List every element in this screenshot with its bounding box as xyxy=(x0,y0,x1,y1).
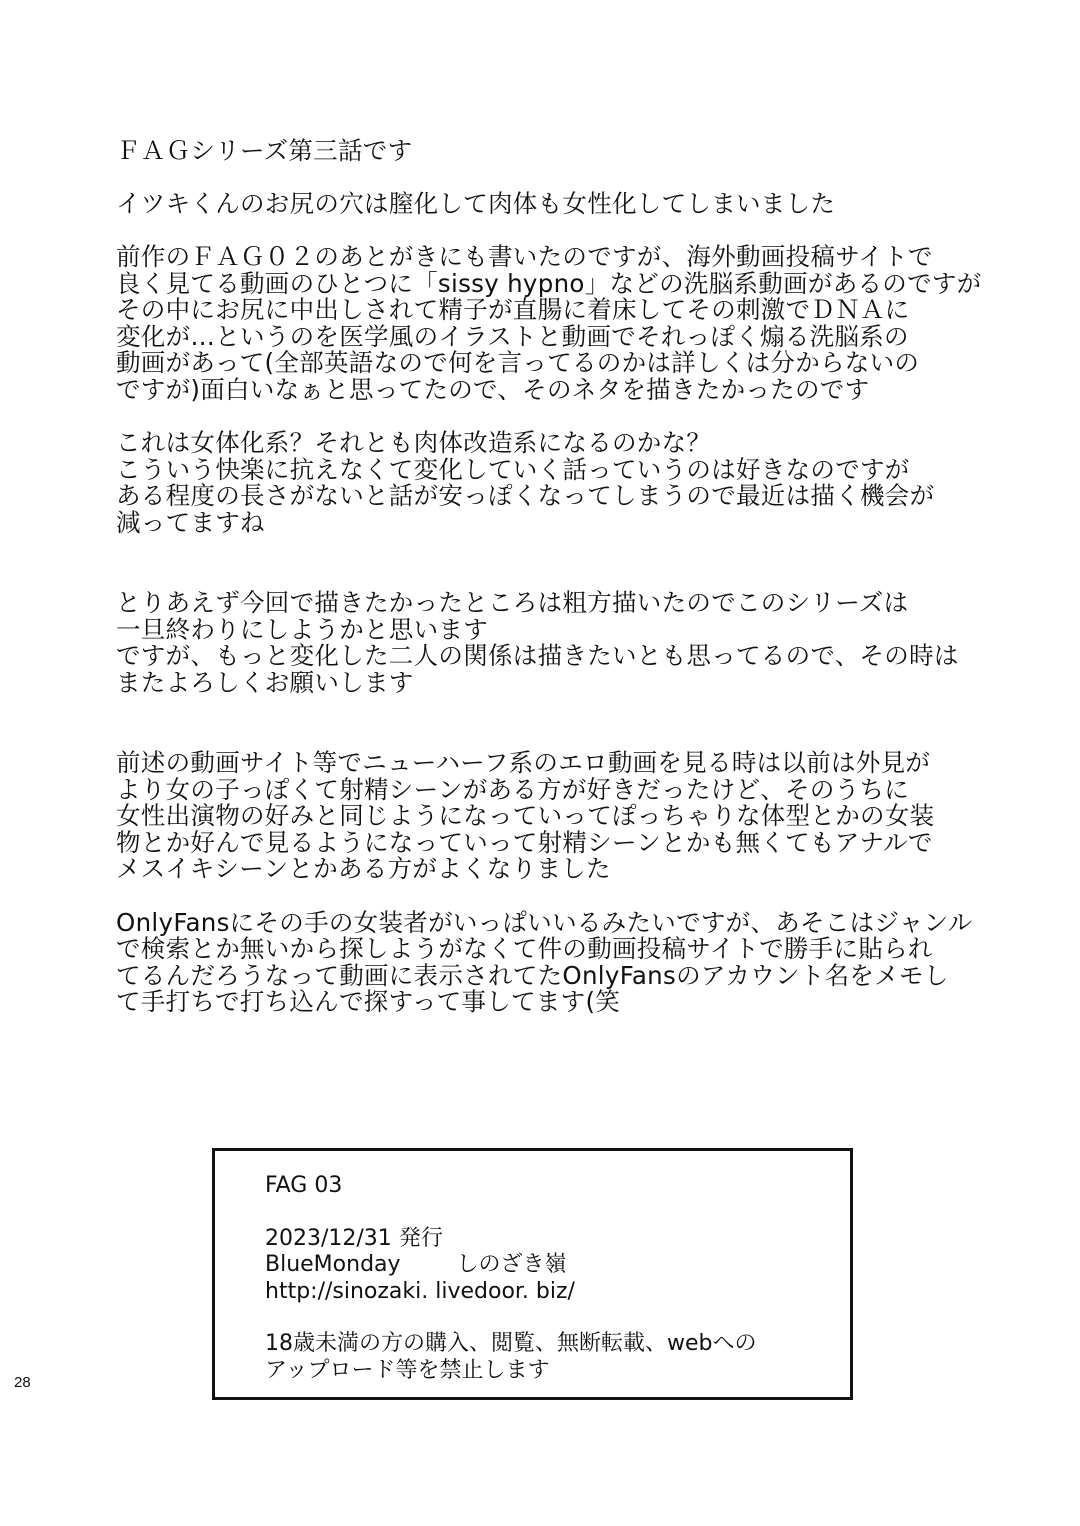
paragraph-line: こういう快楽に抗えなくて変化していく話っていうのは好きなのですが xyxy=(116,454,910,484)
circle-author-line xyxy=(265,1252,757,1279)
author-name: しのざき嶺 xyxy=(456,1252,567,1277)
afterword-title: ＦＡＧシリーズ第三話です xyxy=(116,136,413,165)
colophon-box xyxy=(212,1148,853,1400)
afterword-intro: イツキくんのお尻の穴は膣化して肉体も女性化してしまいました xyxy=(116,188,836,218)
paragraph-line: てるんだろうなって動画に表示されてたOnlyFansのアカウント名をメモし xyxy=(116,960,949,990)
afterword-series-paragraph xyxy=(116,590,1016,696)
paragraph-line: またよろしくお願いします xyxy=(116,667,414,697)
notice-line: アップロード等を禁止します xyxy=(265,1357,550,1383)
afterword-story-paragraph xyxy=(116,244,1016,403)
paragraph-line: 良く見てる動画のひとつに「sissy hypno」などの洗脳系動画があるのですが xyxy=(116,268,982,298)
paragraph-line: で検索とか無いから探しようがなくて件の動画投稿サイトで勝手に貼られ xyxy=(116,934,933,963)
published-label: 発行 xyxy=(398,1225,443,1251)
page-number: 28 xyxy=(14,1374,31,1391)
publication-date: 2023/12/31 xyxy=(265,1225,392,1251)
colophon-title: FAG 03 xyxy=(265,1173,343,1198)
paragraph-line: その中にお尻に中出しされて精子が直腸に着床してその刺激でＤＮＡに xyxy=(116,295,910,324)
paragraph-line: 前述の動画サイト等でニューハーフ系のエロ動画を見る時は以前は外見が xyxy=(116,748,931,777)
afterword-genre-paragraph xyxy=(116,430,1016,536)
paragraph-line: より女の子っぽくて射精シーンがある方が好きだったけど、そのうちに xyxy=(116,774,910,804)
paragraph-line: ある程度の長さがないと話が安っぽくなってしまうので最近は描く機会が xyxy=(116,481,935,510)
website-url: http://sinozaki. livedoor. biz/ xyxy=(265,1278,575,1304)
paragraph-line: OnlyFansにその手の女装者がいっぱいいるみたいですが、あそこはジャンル xyxy=(116,907,973,937)
paragraph-line: 女性出演物の好みと同じようになっていってぽっちゃりな体型とかの女装 xyxy=(116,801,935,830)
paragraph-line: 変化が…というのを医学風のイラストと動画でそれっぽく煽る洗脳系の xyxy=(116,321,909,351)
publication-line xyxy=(265,1226,757,1253)
paragraph-line: 物とか好んで見るようになっていって射精シーンとかも無くてもアナルで xyxy=(116,827,933,857)
paragraph-line: 前作のＦＡＧ０２のあとがきにも書いたのですが、海外動画投稿サイトで xyxy=(116,242,933,271)
paragraph-line: 動画があって(全部英語なので何を言ってるのかは詳しくは分からないの xyxy=(116,348,920,377)
paragraph-line: とりあえず今回で描きたかったところは粗方描いたのでこのシリーズは xyxy=(116,588,909,617)
notice-line: 18歳未満の方の購入、閲覧、無断転載、webへの xyxy=(265,1331,757,1356)
age-restriction-notice xyxy=(265,1331,757,1384)
paragraph-line: 一旦終わりにしようかと思います xyxy=(116,614,488,644)
afterword-onlyfans-paragraph xyxy=(116,907,1016,1016)
paragraph-line: ですが)面白いなぁと思ってたので、そのネタを描きたかったのです xyxy=(116,374,870,404)
colophon-content xyxy=(265,1173,757,1384)
paragraph-line: メスイキシーンとかある方がよくなりました xyxy=(116,854,611,883)
paragraph-line: て手打ちで打ち込んで探すって事してます(笑 xyxy=(116,987,621,1016)
afterword-text xyxy=(116,138,1016,1016)
paragraph-line: 減ってますね xyxy=(116,507,265,537)
circle-name: BlueMonday xyxy=(265,1252,401,1277)
paragraph-line: これは女体化系？それとも肉体改造系になるのかな？ xyxy=(116,428,712,457)
paragraph-line: ですが、もっと変化した二人の関係は描きたいとも思ってるので、その時は xyxy=(116,641,959,670)
afterword-taste-paragraph xyxy=(116,750,1016,883)
